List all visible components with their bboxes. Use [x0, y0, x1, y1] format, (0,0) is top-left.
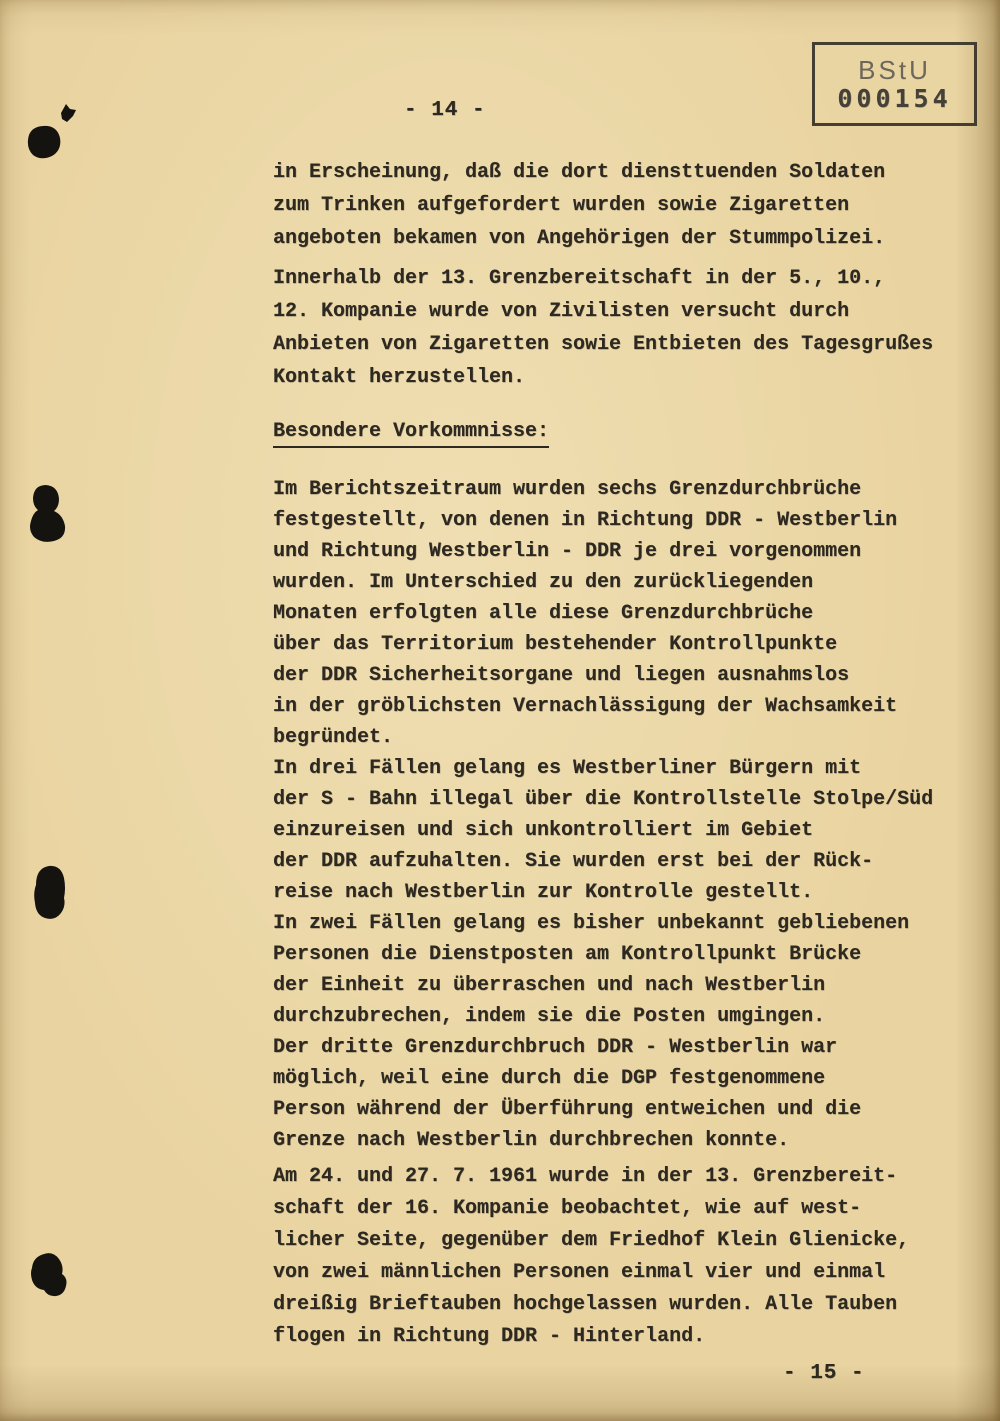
page-number-top: - 14 -	[404, 99, 486, 122]
text-line: wurden. Im Unterschied zu den zurückliegenden	[273, 571, 814, 594]
ink-blot-2	[30, 485, 65, 542]
ink-blot-speck	[61, 104, 76, 122]
ink-blot-3	[34, 866, 65, 919]
text-line: Der dritte Grenzdurchbruch DDR - Westberlin war	[273, 1036, 838, 1059]
paragraph-1	[273, 156, 963, 255]
text-line: dreißig Brieftauben hochgelassen wurden. Alle Tauben	[273, 1293, 898, 1316]
text-line: licher Seite, gegenüber dem Friedhof Klein Glienicke,	[273, 1229, 910, 1252]
text-line: reise nach Westberlin zur Kontrolle gestellt.	[273, 881, 814, 904]
text-line: Anbieten von Zigaretten sowie Entbieten des Tagesgrußes	[273, 333, 934, 356]
section-heading: Besondere Vorkommnisse:	[273, 419, 549, 448]
text-line: der DDR aufzuhalten. Sie wurden erst bei der Rück-	[273, 850, 874, 873]
document-body	[273, 156, 963, 1353]
page-number-bottom: - 15 -	[783, 1362, 865, 1385]
text-line: einzureisen und sich unkontrolliert im Gebiet	[273, 819, 814, 842]
text-line: In drei Fällen gelang es Westberliner Bürgern mit	[273, 757, 862, 780]
text-line: Am 24. und 27. 7. 1961 wurde in der 13. Grenzbereit-	[273, 1165, 898, 1188]
text-line: in der gröblichsten Vernachlässigung der Wachsamkeit	[273, 695, 898, 718]
text-line: flogen in Richtung DDR - Hinterland.	[273, 1325, 706, 1348]
stamp-number: 000154	[837, 84, 952, 113]
text-line: zum Trinken aufgefordert wurden sowie Zigaretten	[273, 194, 850, 217]
text-line: festgestellt, von denen in Richtung DDR - Westberlin	[273, 509, 898, 532]
text-line: der S - Bahn illegal über die Kontrollstelle Stolpe/Süd	[273, 788, 934, 811]
text-line: über das Territorium bestehender Kontrollpunkte	[273, 633, 838, 656]
text-line: In zwei Fällen gelang es bisher unbekannt gebliebenen	[273, 912, 910, 935]
text-line: möglich, weil eine durch die DGP festgenommene	[273, 1067, 826, 1090]
text-line: der Einheit zu überraschen und nach Westberlin	[273, 974, 826, 997]
paragraph-3	[273, 474, 963, 1156]
paragraph-2	[273, 262, 963, 394]
text-line: in Erscheinung, daß die dort diensttuenden Soldaten	[273, 161, 886, 184]
ink-blot-1	[28, 126, 60, 158]
text-line: von zwei männlichen Personen einmal vier und einmal	[273, 1261, 886, 1284]
text-line: Kontakt herzustellen.	[273, 366, 526, 389]
bstu-stamp	[812, 42, 977, 126]
text-line: angeboten bekamen von Angehörigen der Stummpolizei.	[273, 227, 886, 250]
text-line: Im Berichtszeitraum wurden sechs Grenzdurchbrüche	[273, 478, 862, 501]
text-line: begründet.	[273, 726, 394, 749]
text-line: 12. Kompanie wurde von Zivilisten versucht durch	[273, 300, 850, 323]
text-line: Monaten erfolgten alle diese Grenzdurchbrüche	[273, 602, 814, 625]
paragraph-4	[273, 1161, 963, 1353]
text-line: Grenze nach Westberlin durchbrechen konnte.	[273, 1129, 790, 1152]
text-line: und Richtung Westberlin - DDR je drei vorgenommen	[273, 540, 862, 563]
text-line: der DDR Sicherheitsorgane und liegen ausnahmslos	[273, 664, 850, 687]
stamp-label: BStU	[858, 55, 931, 85]
text-line: durchzubrechen, indem sie die Posten umgingen.	[273, 1005, 826, 1028]
text-line: Innerhalb der 13. Grenzbereitschaft in der 5., 10.,	[273, 267, 886, 290]
text-line: Person während der Überführung entweichen und die	[273, 1098, 862, 1121]
ink-blot-4	[31, 1253, 67, 1296]
text-line: Personen die Dienstposten am Kontrollpunkt Brücke	[273, 943, 862, 966]
text-line: schaft der 16. Kompanie beobachtet, wie auf west-	[273, 1197, 862, 1220]
